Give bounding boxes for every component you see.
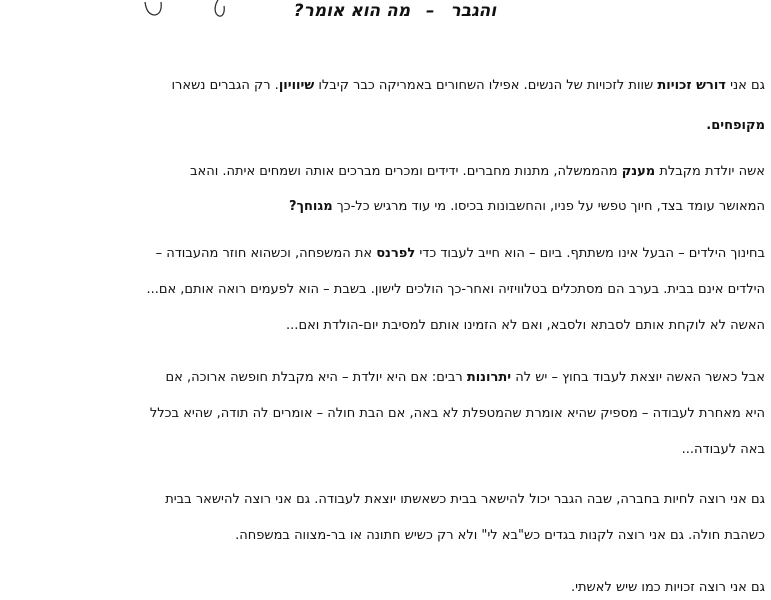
text-run: . רק הגברים נשארו [171,78,279,93]
text-run: אשה יולדת מקבלת [655,164,765,179]
text-run: היא מאחרת לעבודה – מספיק שהיא אומרת שהמטפלת לא באה, אם הבת חולה – אומרים לה תודה, שהיא בכלל [149,406,765,421]
text-line [4,368,765,388]
text-line [4,578,765,598]
text-run: המאושר עומד בצד, חיוך טפשי על פניו, והחשבונות בכיסו. מי עוד מרגיש כל-כך [332,199,765,214]
text-run: את המשפחה, וכשהוא חוזר מהעבודה – [155,246,377,261]
text-line [4,244,765,264]
handwritten-scribble-icon [140,0,235,22]
text-line [4,116,765,136]
text-run: האשה לא לוקחת אותם לסבתא ולסבא, ואם לא הזמינו אותם למסיבת יום-הולדת ואם... [286,318,765,333]
text-run: אבל כאשר האשה יוצאת לעבוד בחוץ – יש לה [511,370,765,385]
bold-phrase: מגוחך? [288,199,333,214]
title-part-1: והגבר [450,1,497,21]
bold-phrase: מענק [621,164,656,179]
text-line [4,162,765,182]
text-run: שוות לזכויות של הנשים. אפילו השחורים באמריקה כבר קיבלו [314,78,658,93]
bold-phrase: שיוויון [278,78,315,93]
bold-phrase: יתרונות [466,370,512,385]
text-run: גם אני [725,78,765,93]
text-run: באה לעבודה... [681,442,765,457]
bold-phrase: מקופחים. [706,118,765,133]
text-run: כשהבת חולה. גם אני רוצה לקנות בגדים כש"בא לי" ולא רק כשיש חתונה או בר-מצווה במשפחה. [235,528,765,543]
text-line [4,526,765,546]
title-part-2: מה הוא אומר? [293,1,411,21]
text-run: בחינוך הילדים – הבעל אינו משתתף. ביום – הוא חייב לעבוד כדי [415,246,765,261]
text-line [4,404,765,424]
text-line [4,76,765,96]
page-title [270,0,520,22]
title-dash: – [426,1,435,21]
text-run: מהממשלה, מתנות מחברים. ידידים ומכרים מברכים אותה ושמחים איתה. והאב [190,164,622,179]
text-run: רבים: אם היא יולדת – היא מקבלת חופשה ארוכה, אם [165,370,467,385]
text-line [4,280,765,300]
text-line [4,197,765,217]
text-run: גם אני רוצה לחיות בחברה, שבה הגבר יכול להישאר בבית כשאשתו יוצאת לעבודה. גם אני רוצה להישאר בבית [165,492,765,507]
bold-phrase: דורש זכויות [657,78,726,93]
text-run: הילדים אינם בבית. בערב הם מסתכלים בטלוויזיה ואחר-כך הולכים לישון. בשבת – הוא לפעמים רואה אותם, אם... [146,282,765,297]
bold-phrase: לפרנס [376,246,416,261]
text-run: גם אני רוצה זכויות כמו שיש לאשתי. [570,580,765,595]
text-line [4,440,765,460]
text-line [4,316,765,336]
text-line [4,490,765,510]
